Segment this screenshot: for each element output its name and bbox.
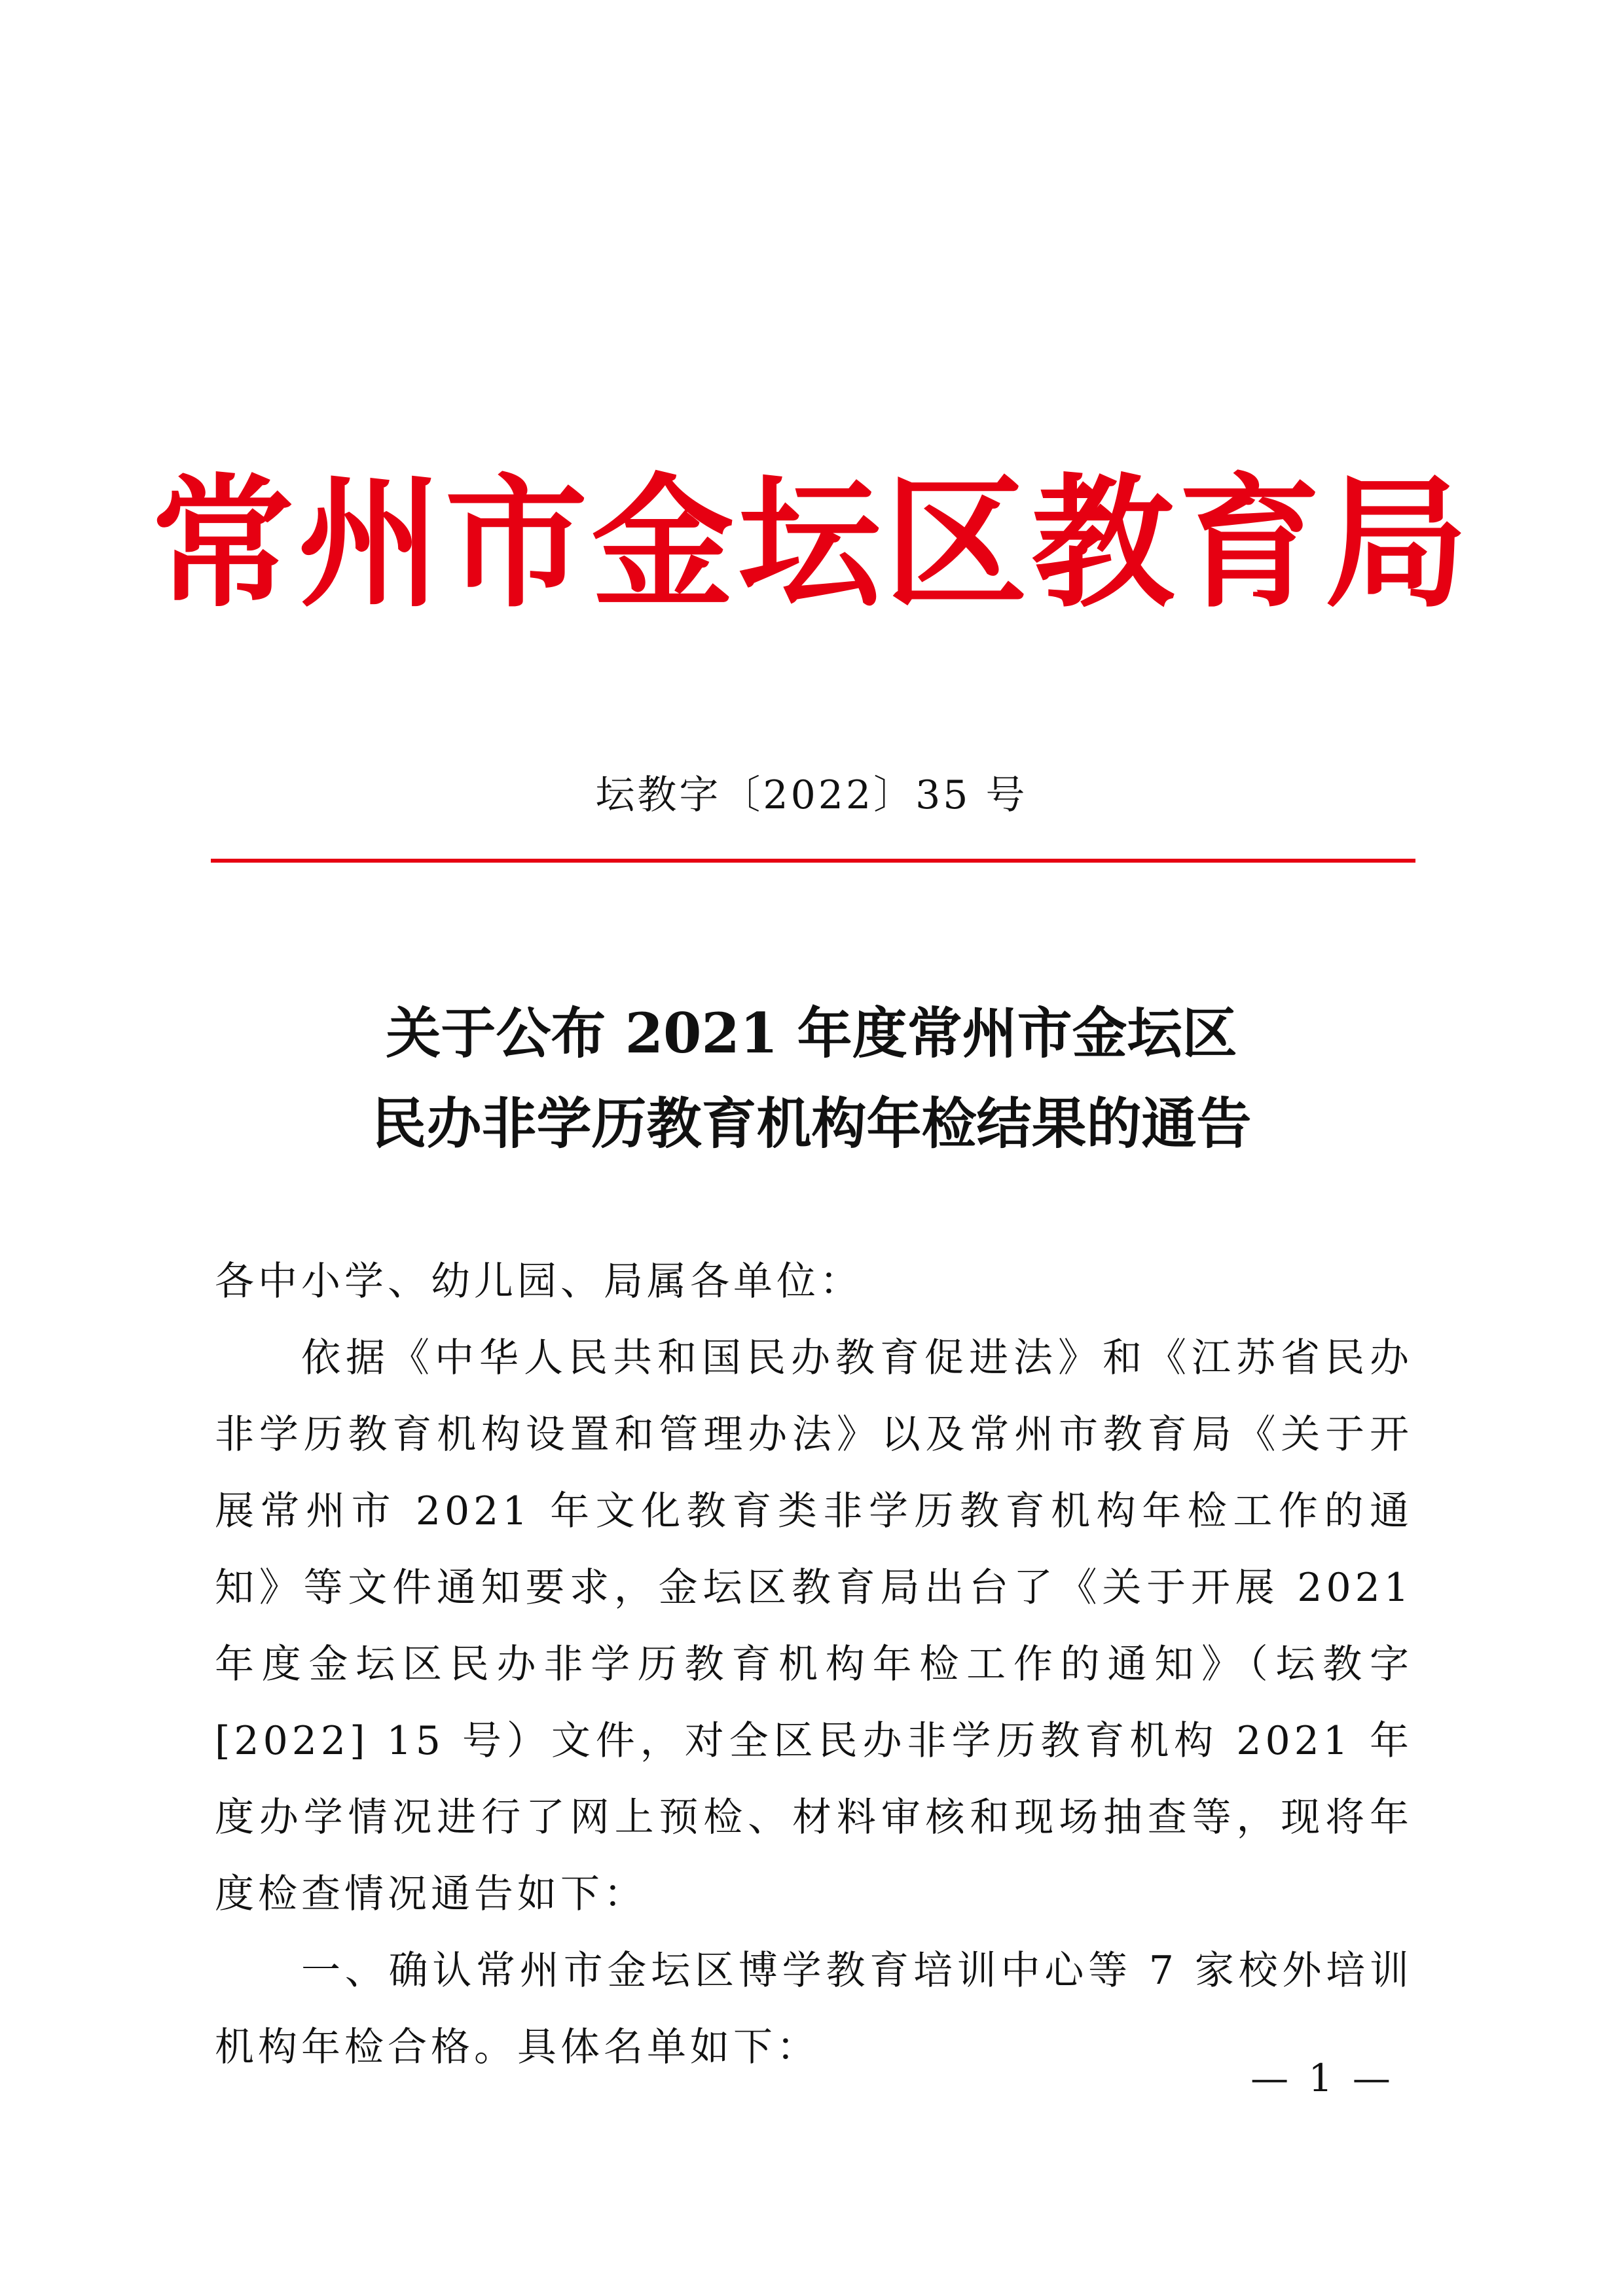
organization-header: 常州市金坛区教育局 [151,459,1472,627]
body-paragraph-1: 依据《中华人民共和国民办教育促进法》和《江苏省民办非学历教育机构设置和管理办法》以及常州市教育局《关于开展常州市 2021 年文化教育类非学历教育机构年检工作的通知》等文件通知要求，金坛区教育局出台了《关于开展 2021 年度金坛区民办非学历教育机构年检工作的通知》（坛教字[2022] 15 号）文件，对全区民办非学历教育机构 2021 年度办学情况进行了网上预检、材料审核和现场抽查等，现将年度检查情况通告如下： [215,1335,1413,1917]
body-paragraph-2: 一、确认常州市金坛区博学教育培训中心等 7 家校外培训机构年检合格。具体名单如下： [215,1948,1413,2070]
red-divider-line [211,859,1415,863]
title-line-1: 关于公布 2021 年度常州市金坛区 [386,1001,1237,1066]
salutation: 各中小学、幼儿园、局属各单位： [215,1259,863,1304]
page-number: — 1 — [1250,2056,1395,2100]
document-body [215,1244,1413,2086]
title-line-2: 民办非学历教育机构年检结果的通告 [371,1091,1252,1156]
document-number: 坛教字〔2022〕35 号 [595,772,1028,818]
document-title [0,988,1623,1169]
